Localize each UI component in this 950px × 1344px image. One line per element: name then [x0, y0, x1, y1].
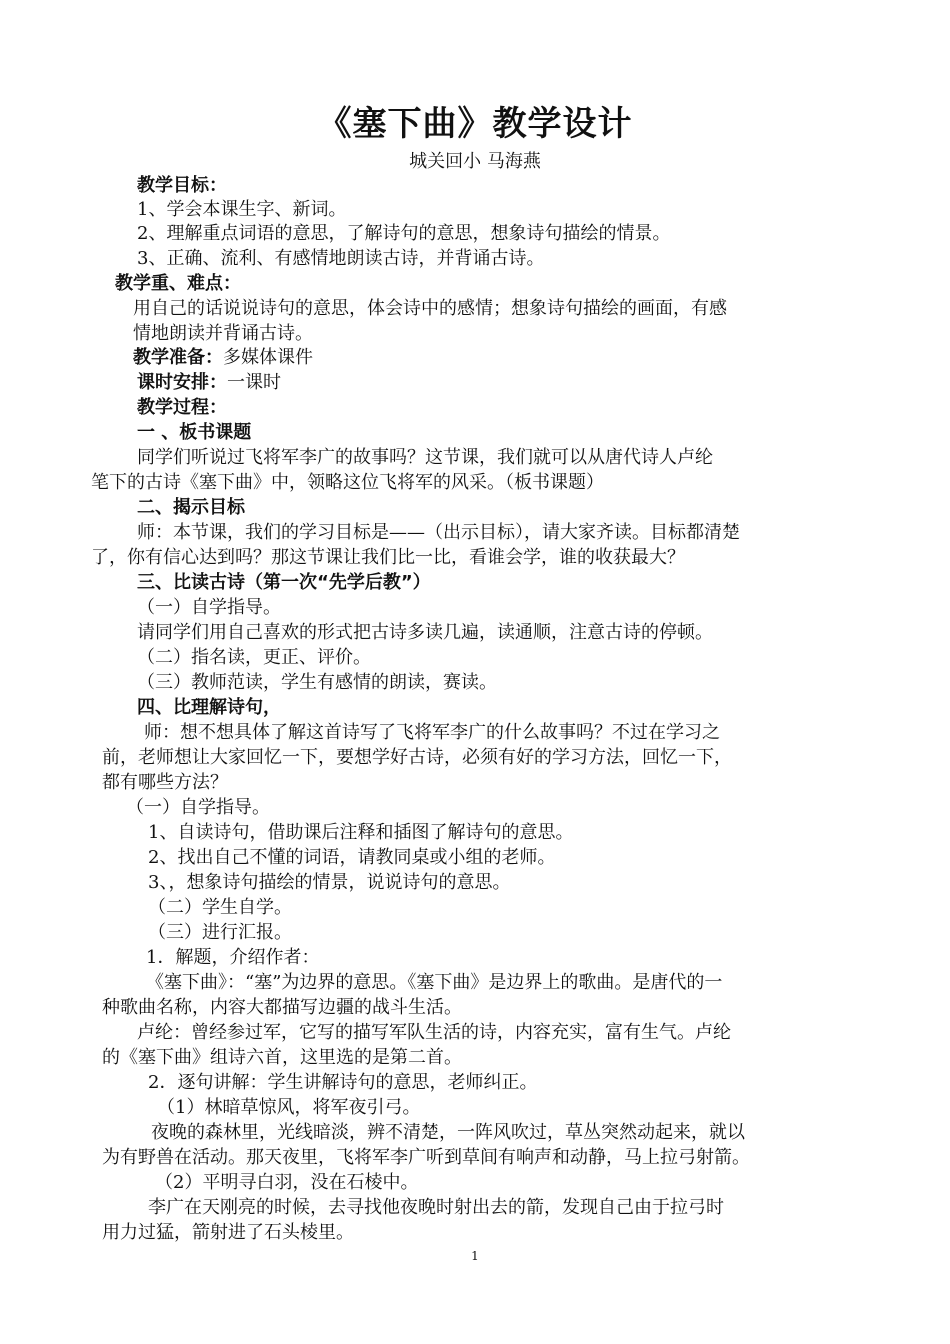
- document-line: （2）平明寻白羽，没在石棱中。: [155, 1172, 419, 1193]
- document-line: 1、自读诗句，借助课后注释和插图了解诗句的意思。: [148, 822, 574, 843]
- document-line: [137, 371, 281, 395]
- document-line: 师：想不想具体了解这首诗写了飞将军李广的什么故事吗？不过在学习之: [144, 722, 720, 743]
- document-line: （一）自学指导。: [137, 597, 281, 618]
- document-line: 2．逐句讲解：学生讲解诗句的意思，老师纠正。: [148, 1072, 538, 1093]
- document-line: 夜晚的森林里，光线暗淡，辨不清楚，一阵风吹过，草丛突然动起来，就以: [151, 1122, 745, 1143]
- page-number: 1: [471, 1249, 479, 1263]
- document-line: 用力过猛，箭射进了石头棱里。: [102, 1222, 354, 1243]
- document-line: 2、理解重点词语的意思，了解诗句的意思，想象诗句描绘的情景。: [137, 223, 671, 244]
- document-line: 笔下的古诗《塞下曲》中，领略这位飞将军的风采。（板书课题）: [91, 472, 604, 493]
- document-line: 三、比读古诗（第一次“先学后教”）: [137, 572, 431, 593]
- document-line: 教学重、难点：: [115, 273, 241, 294]
- document-line: 前，老师想让大家回忆一下，要想学好古诗，必须有好的学习方法，回忆一下，: [102, 747, 732, 768]
- document-line: 3、正确、流利、有感情地朗读古诗，并背诵古诗。: [137, 248, 545, 269]
- document-line: 师：本节课，我们的学习目标是——（出示目标），请大家齐读。目标都清楚: [137, 522, 740, 543]
- document-line: 用自己的话说说诗句的意思，体会诗中的感情；想象诗句描绘的画面，有感: [133, 298, 727, 319]
- document-line: 为有野兽在活动。那天夜里，飞将军李广听到草间有响声和动静，马上拉弓射箭。: [102, 1147, 750, 1168]
- document-line: 请同学们用自己喜欢的形式把古诗多读几遍，读通顺，注意古诗的停顿。: [137, 622, 713, 643]
- document-line: 的《塞下曲》组诗六首，这里选的是第二首。: [102, 1047, 462, 1068]
- document-line: 情地朗读并背诵古诗。: [133, 323, 313, 344]
- author-line: 城关回小 马海燕: [409, 151, 541, 172]
- document-line: （1）林暗草惊风，将军夜引弓。: [157, 1097, 421, 1118]
- line-label: 教学准备：: [133, 347, 223, 368]
- document-line: 卢纶：曾经参过军，它写的描写军队生活的诗，内容充实，富有生气。卢纶: [137, 1022, 731, 1043]
- document-line: 教学目标：: [137, 175, 227, 196]
- document-line: （二）指名读，更正、评价。: [137, 647, 371, 668]
- document-line: 《塞下曲》：“塞”为边界的意思。《塞下曲》是边界上的歌曲。是唐代的一: [146, 972, 723, 993]
- document-line: 一 、板书课题: [137, 422, 252, 443]
- document-line: 2、找出自己不懂的词语，请教同桌或小组的老师。: [148, 847, 556, 868]
- document-line: （三）教师范读，学生有感情的朗读，赛读。: [137, 672, 497, 693]
- document-line: 种歌曲名称，内容大都描写边疆的战斗生活。: [102, 997, 462, 1018]
- document-line: 四、比理解诗句，: [137, 697, 281, 718]
- document-line: （二）学生自学。: [148, 897, 292, 918]
- document-line: （一）自学指导。: [126, 797, 270, 818]
- line-text: 一课时: [227, 372, 281, 393]
- document-line: 都有哪些方法？: [102, 772, 228, 793]
- document-title: 《塞下曲》教学设计: [317, 104, 633, 144]
- line-label: 课时安排：: [137, 372, 227, 393]
- document-line: 1、学会本课生字、新词。: [137, 199, 347, 220]
- document-line: 二、揭示目标: [137, 497, 245, 518]
- document-line: 教学过程：: [137, 397, 227, 418]
- document-line: 1．解题，介绍作者：: [146, 947, 320, 968]
- document-line: 李广在天刚亮的时候，去寻找他夜晚时射出去的箭，发现自己由于拉弓时: [148, 1197, 724, 1218]
- document-line: （三）进行汇报。: [148, 922, 292, 943]
- document-line: [133, 346, 313, 370]
- document-line: 3、，想象诗句描绘的情景，说说诗句的意思。: [148, 872, 511, 893]
- document-line: 了，你有信心达到吗？那这节课让我们比一比，看谁会学，谁的收获最大？: [91, 547, 685, 568]
- document-line: 同学们听说过飞将军李广的故事吗？这节课，我们就可以从唐代诗人卢纶: [137, 447, 713, 468]
- line-text: 多媒体课件: [223, 347, 313, 368]
